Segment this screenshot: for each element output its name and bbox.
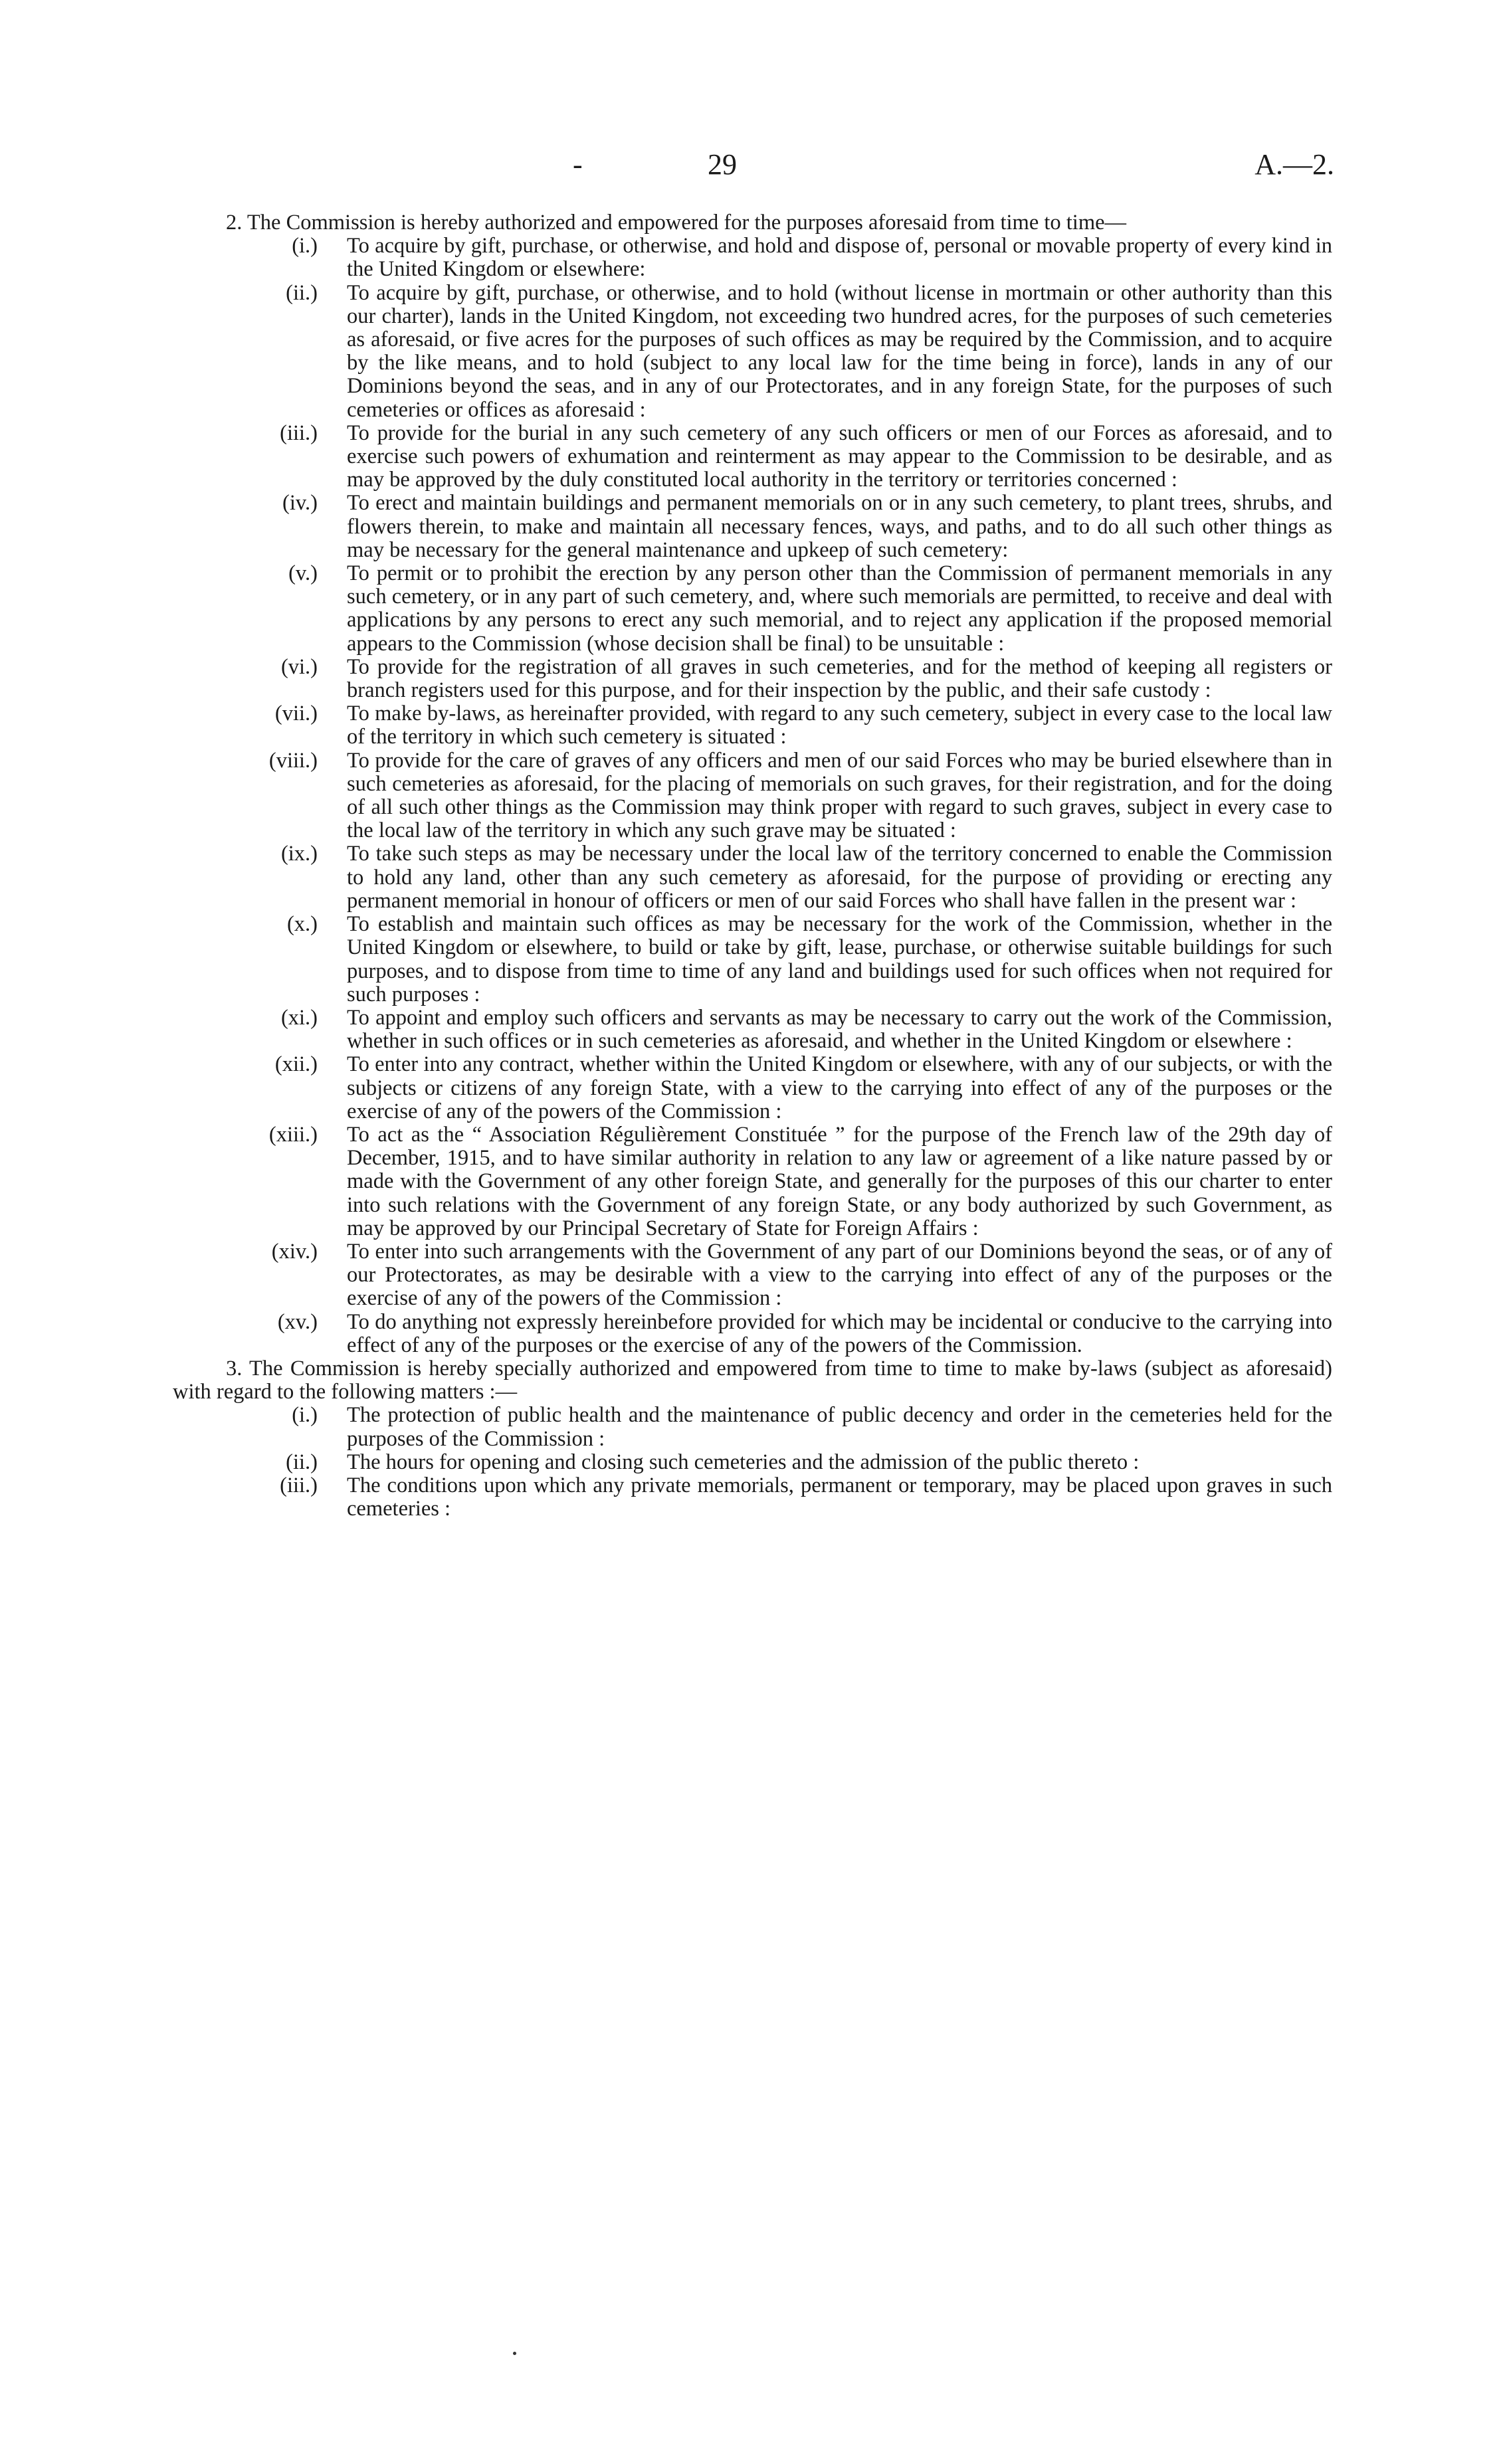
header-dash: - xyxy=(573,148,583,181)
item-text: To establish and maintain such offices as may be necessary for the work of the Commission, whether in the United Kingdom or elsewhere, to build or take by gift, lease, purchase, or otherwise suitable buildings for such purposes, and to dispose from time to time of any land and buildings used for such offices when not required for such purposes : xyxy=(347,912,1332,1006)
item-number: (xi.) xyxy=(280,1005,318,1030)
section-2-item xyxy=(173,1006,1332,1053)
item-number: (viii.) xyxy=(268,748,318,773)
section-2-item xyxy=(173,842,1332,913)
item-text: To enter into such arrangements with the Government of any part of our Dominions beyond the seas, or of any of our Protectorates, as may be desirable with a view to the carrying into effect of any of the purposes or the exercise of any of the powers of the Commission : xyxy=(347,1239,1332,1311)
item-number: (xv.) xyxy=(277,1309,318,1334)
item-number: (i.) xyxy=(292,1403,318,1428)
item-text: To enter into any contract, whether within the United Kingdom or elsewhere, with any of our subjects, or with the subjects or citizens of any foreign State, with a view to the carrying into effect of any of the purposes or the exercise of any of the powers of the Commission : xyxy=(347,1052,1332,1123)
section-3-item xyxy=(173,1451,1332,1474)
item-number: (v.) xyxy=(288,561,318,586)
item-text: To make by-laws, as hereinafter provided, with regard to any such cemetery, subject in every case to the local law of the territory in which such cemetery is situated : xyxy=(347,702,1332,749)
document-reference: A.—2. xyxy=(1255,148,1334,181)
item-text: To acquire by gift, purchase, or otherwise, and to hold (without license in mortmain or other authority than this our charter), lands in the United Kingdom, not exceeding two hundred acres, for the purposes of such cemeteries as aforesaid, or five acres for the purposes of such offices as may be required by the Commission, and to acquire by the like means, and to hold (subject to any local law for the time being in force), lands in any of our Dominions beyond the seas, and in any of our Protectorates, and in any foreign State, for the purposes of such cemeteries or offices as aforesaid : xyxy=(347,280,1332,422)
item-text: To acquire by gift, purchase, or otherwise, and hold and dispose of, personal or movable property of every kind in the United Kingdom or elsewhere: xyxy=(347,234,1332,282)
item-text: To appoint and employ such officers and servants as may be necessary to carry out the work of the Commission, whether in such offices or in such cemeteries as aforesaid, and whether in the United Kingdom or elsewhere : xyxy=(347,1005,1332,1054)
item-number: (xiii.) xyxy=(268,1122,318,1147)
section-2-item xyxy=(173,913,1332,1006)
section-2-item xyxy=(173,749,1332,843)
section-2-item xyxy=(173,702,1332,749)
item-text: To do anything not expressly hereinbefore provided for which may be incidental or conducive to the carrying into effect of any of the purposes or the exercise of any of the powers of the Commission. xyxy=(347,1309,1332,1357)
item-text: To provide for the burial in any such cemetery of any such officers or men of our Forces as aforesaid, and to exercise such powers of exhumation and reinterment as may appear to the Commission to be desirable, and as may be approved by the duly constituted local authority in the territory or territories concerned : xyxy=(347,421,1332,492)
item-number: (ix.) xyxy=(280,842,318,866)
page-number: 29 xyxy=(708,148,737,181)
item-number: (xii.) xyxy=(274,1052,318,1077)
section-2-item xyxy=(173,422,1332,492)
item-number: (ii.) xyxy=(286,280,318,305)
item-number: (vi.) xyxy=(280,654,318,679)
section-2-item xyxy=(173,1240,1332,1311)
section-3-item xyxy=(173,1404,1332,1450)
page-header xyxy=(0,147,1507,187)
section-3-intro: 3. The Commission is hereby specially authorized and empowered from time to time to make by-laws (subject as aforesaid) with regard to the following matters :— xyxy=(173,1356,1332,1404)
section-2-item xyxy=(173,656,1332,702)
item-number: (iii.) xyxy=(280,421,318,445)
item-text: To provide for the care of graves of any officers and men of our said Forces who may be buried elsewhere than in such cemeteries as aforesaid, for the placing of memorials on such graves, for their registration, and for the doing of all such other things as the Commission may think proper with regard to such graves, subject in every case to the local law of the territory in which any such grave may be situated : xyxy=(347,748,1332,843)
scan-speck-dot xyxy=(513,2352,516,2355)
item-text: The hours for opening and closing such cemeteries and the admission of the public thereto : xyxy=(347,1450,1140,1474)
item-number: (i.) xyxy=(292,234,318,258)
item-text: The conditions upon which any private memorials, permanent or temporary, may be placed upon graves in such cemeteries : xyxy=(347,1473,1332,1521)
item-text: To take such steps as may be necessary under the local law of the territory concerned to enable the Commission to hold any land, other than any such cemetery as aforesaid, for the purpose of providing or erecting any permanent memorial in honour of officers or men of our said Forces who shall have fallen in the present war : xyxy=(347,842,1332,913)
item-text: The protection of public health and the maintenance of public decency and order in the cemeteries held for the purposes of the Commission : xyxy=(347,1403,1332,1451)
item-number: (x.) xyxy=(286,912,318,937)
section-3-item xyxy=(173,1474,1332,1521)
section-2-item xyxy=(173,1311,1332,1357)
item-number: (vii.) xyxy=(274,702,318,726)
section-2-item xyxy=(173,235,1332,281)
item-text: To erect and maintain buildings and permanent memorials on or in any such cemetery, to plant trees, shrubs, and flowers therein, to make and maintain all necessary fences, ways, and paths, and to do all such other things as may be necessary for the general maintenance and upkeep of such cemetery: xyxy=(347,491,1332,562)
section-2-item xyxy=(173,562,1332,656)
item-text: To act as the “ Association Régulièrement Constituée ” for the purpose of the French law of the 29th day of December, 1915, and to have similar authority in relation to any law or agreement of a like nature passed by or made with the Government of any other foreign State, and generally for the purposes of this our charter to enter into such relations with the Government of any foreign State, or any body authorized by such Government, as may be approved by our Principal Secretary of State for Foreign Affairs : xyxy=(347,1122,1332,1240)
item-number: (iii.) xyxy=(280,1473,318,1497)
section-2-intro: 2. The Commission is hereby authorized and empowered for the purposes aforesaid from time to time— xyxy=(226,211,1127,235)
item-number: (xiv.) xyxy=(271,1239,318,1264)
section-2-item xyxy=(173,282,1332,422)
item-number: (iv.) xyxy=(282,491,318,516)
document-body xyxy=(173,211,1332,1521)
section-2-item xyxy=(173,1053,1332,1123)
item-text: To provide for the registration of all graves in such cemeteries, and for the method of keeping all registers or branch registers used for this purpose, and for their inspection by the public, and their safe custody : xyxy=(347,654,1332,703)
item-number: (ii.) xyxy=(286,1450,318,1474)
section-2-item xyxy=(173,492,1332,562)
item-text: To permit or to prohibit the erection by any person other than the Commission of permanent memorials in any such cemetery, or in any part of such cemetery, and, where such memorials are permitted, to receive and deal with applications by any persons to erect any such memorial, and to reject any application if the proposed memorial appears to the Commission (whose decision shall be final) to be unsuitable : xyxy=(347,561,1332,656)
section-2-item xyxy=(173,1123,1332,1240)
